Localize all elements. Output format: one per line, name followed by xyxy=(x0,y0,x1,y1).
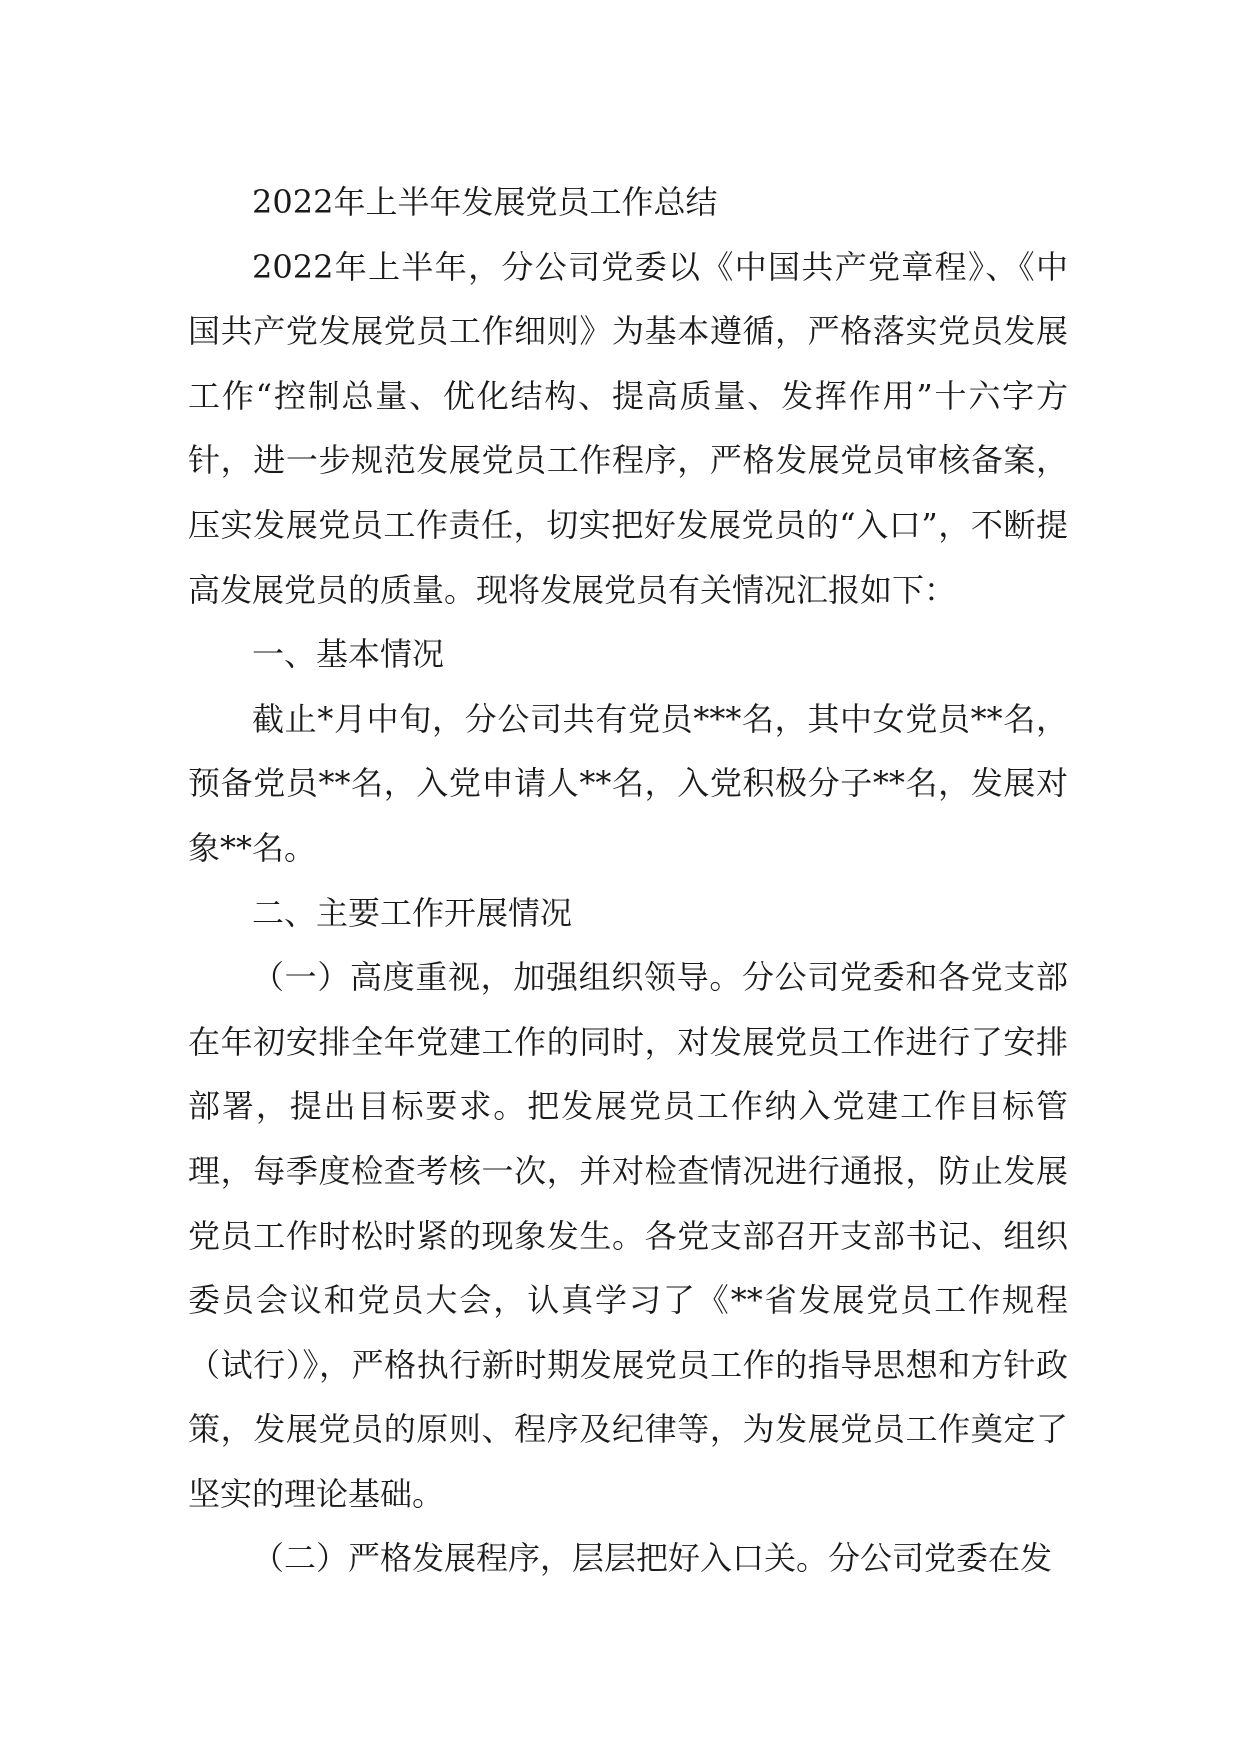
section-heading-basic-situation: 一、基本情况 xyxy=(252,635,445,674)
paragraph-main-work-2: （二）严格发展程序，层层把好入口关。分公司党委在发 xyxy=(252,1539,1053,1578)
paragraph-main-work-1: （一）高度重视，加强组织领导。分公司党委和各党支部在年初安排全年党建工作的同时，对发展党员工作进行了安排部署，提出目标要求。把发展党员工作纳入党建工作目标管理，每季度检查考核一次，并对检查情况进行通报，防止发展党员工作时松时紧的现象发生。各党支部召开支部书记、组织委员会议和党员大会，认真学习了《**省发展党员工作规程（试行）》，严格执行新时期发展党员工作的指导思想和方针政策，发展党员的原则、程序及纪律等，为发展党员工作奠定了坚实的理论基础。 xyxy=(188,958,1068,1513)
paragraph-basic-situation: 截止*月中旬，分公司共有党员***名，其中女党员**名，预备党员**名，入党申请人**名，入党积极分子**名，发展对象**名。 xyxy=(188,699,1068,867)
document-body xyxy=(188,170,1068,1591)
document-title: 2022年上半年发展党员工作总结 xyxy=(252,183,718,221)
section-heading-main-work: 二、主要工作开展情况 xyxy=(252,893,573,932)
paragraph-intro: 2022年上半年，分公司党委以《中国共产党章程》、《中国共产党发展党员工作细则》为基本遵循，严格落实党员发展工作“控制总量、优化结构、提高质量、发挥作用”十六字方针，进一步规范发展党员工作程序，严格发展党员审核备案，压实发展党员工作责任，切实把好发展党员的“入口”，不断提高发展党员的质量。现将发展党员有关情况汇报如下： xyxy=(188,247,1068,609)
